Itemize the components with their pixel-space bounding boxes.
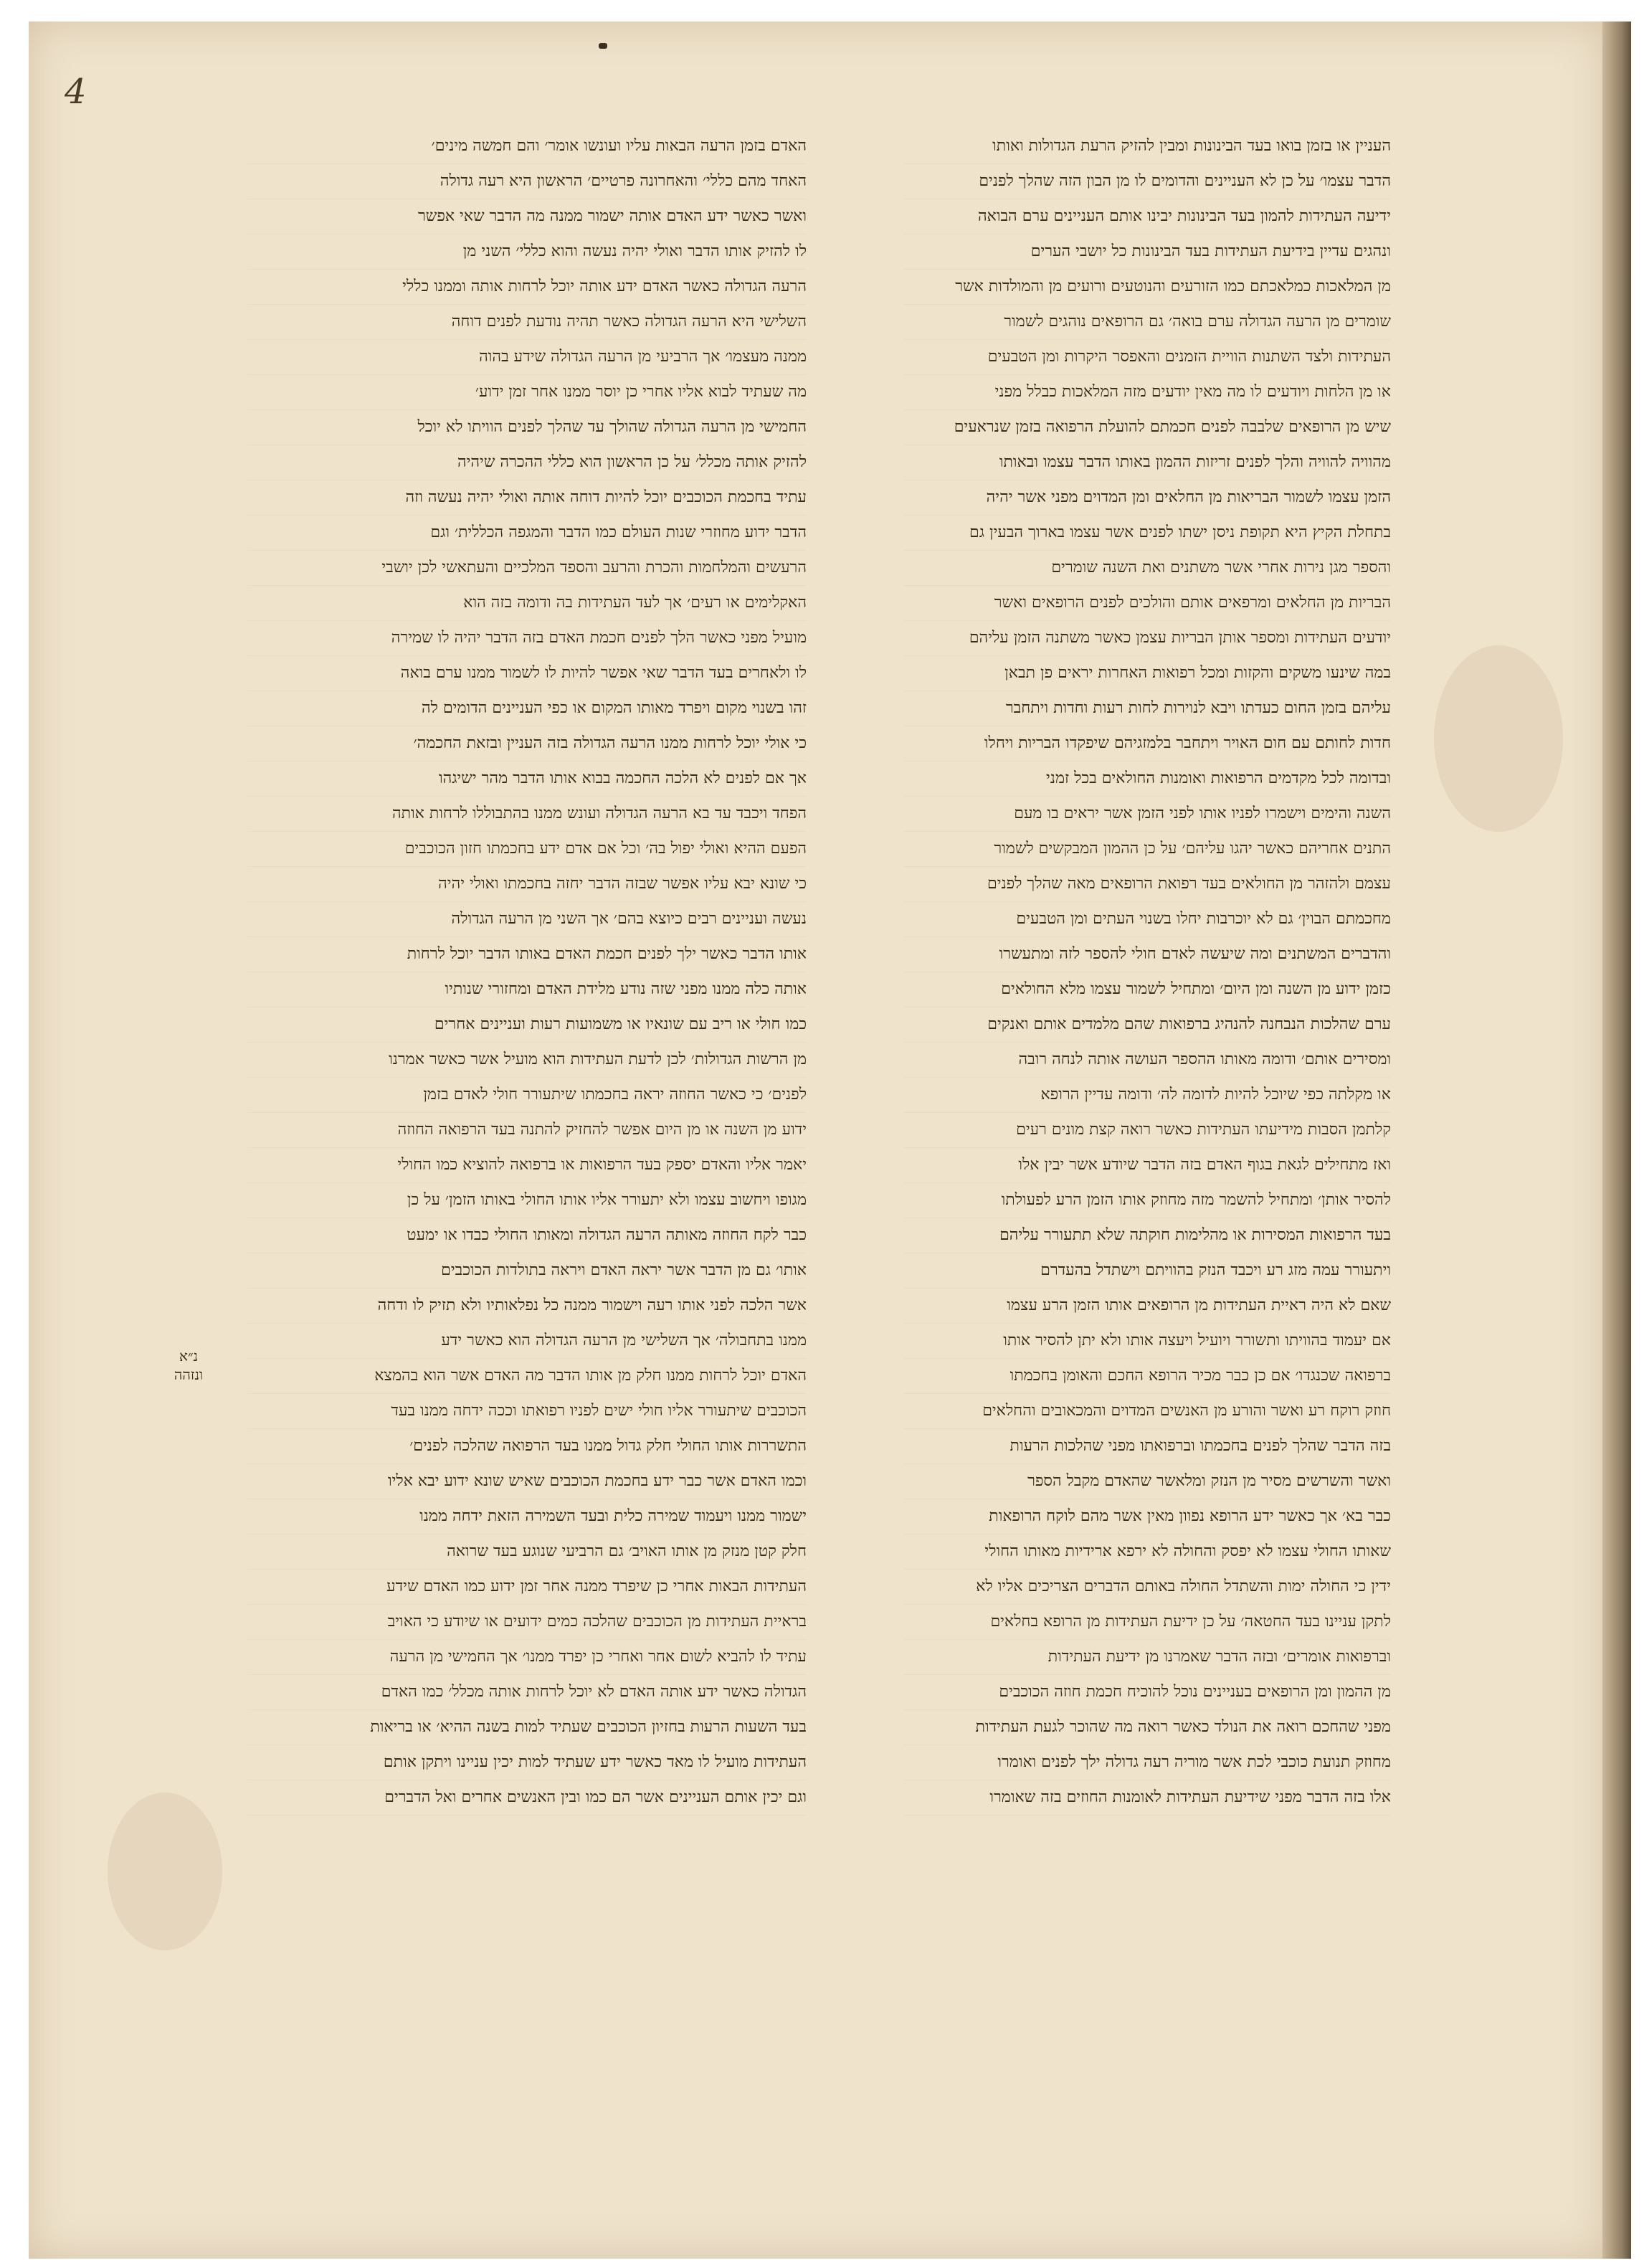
text-line: הפעם ההיא ואולי יפול בה׳ וכל אם אדם ידע בחכמתו חזון הכוכבים [247, 832, 807, 867]
text-line: מן ההמון ומן הרופאים בעניינים נוכל להוכיח חכמת חוזה הכוכבים [903, 1675, 1391, 1710]
text-line: מפני שהחכם רואה את הנולד כאשר רואה מה שהוכר לגעת העתידות [903, 1710, 1391, 1745]
text-line: אותה כלה ממנו מפני שזה נודע מלידת האדם ומחזורי שנותיו [247, 972, 807, 1007]
text-line: האחד מהם כללי׳ והאחרונה פרטיים׳ הראשון היא רעה גדולה [247, 164, 807, 199]
text-line: מהוויה להוויה והלך לפנים זריזות ההמון באותו הדבר עצמו ובאותו [903, 445, 1391, 480]
text-line: כזמן ידוע מן השנה ומן היום׳ ומתחיל לשמור עצמו מלא החולאים [903, 972, 1391, 1007]
text-line: ויתעורר עמה מזג רע ויכבד הנזק בהוויתם וישתדל בהעדרם [903, 1253, 1391, 1289]
text-line: ממנה מעצמו׳ אך הרביעי מן הרעה הגדולה שידע בהוה [247, 340, 807, 375]
text-line: חדות לחותם עם חום האויר ויתחבר בלמזגיהם שיפקדו הבריות ויחלו [903, 726, 1391, 761]
text-line: ישמור ממנו ויעמוד שמירה כלית ובעד השמירה הזאת ידחה ממנו [247, 1499, 807, 1534]
text-line: ואשר והשרשים מסיר מן הנזק ומלאשר שהאדם מקבל הספר [903, 1464, 1391, 1499]
text-line: כבר בא׳ אך כאשר ידע הרופא נפוון מאין אשר מהם לוקח הרופאות [903, 1499, 1391, 1534]
text-line: הרעשים והמלחמות והכרת והרעב והספד המלכיים והעתאשי לכן יושבי [247, 551, 807, 586]
text-line: עתיד לו להביא לשום אחר ואחרי כן יפרד ממנו׳ אך החמישי מן הרעה [247, 1640, 807, 1675]
text-line: ברפואה שכנגדו׳ אם כן כבר מכיר הרופא החכם והאומן בחכמתו [903, 1359, 1391, 1394]
text-line: הרעה הגדולה כאשר האדם ידע אותה יוכל לרחות אותה וממנו כללי [247, 270, 807, 305]
text-line: להסיר אותן׳ ומתחיל להשמר מזה מחוזק אותו הזמן הרע לפעולתו [903, 1183, 1391, 1218]
text-line: הבריות מן החלאים ומרפאים אותם והולכים לפנים הרופאים ואשר [903, 586, 1391, 621]
text-line: העתידות מועיל לו מאד כאשר ידע שעתיד למות יכין עניינו ויתקן אותם [247, 1745, 807, 1780]
text-line: ואז מתחילים לגאת בגוף האדם בזה הדבר שיודע אשר יבין אלו [903, 1148, 1391, 1183]
text-line: בזה הדבר שהלך לפנים בחכמתו וברפואתו מפני שהלכות הרעות [903, 1429, 1391, 1464]
text-line: עתיד בחכמת הכוכבים יוכל להיות דוחה אותה ואולי יהיה נעשה וזה [247, 480, 807, 516]
text-line: נעשה ועניינים רבים כיוצא בהם׳ אך השני מן הרעה הגדולה [247, 902, 807, 937]
text-line: במה שינעו משקים והקזות ומכל רפואות האחרות יראים פן תבאן [903, 656, 1391, 691]
text-line: קלתמן הסבות מידיעתו העתידות כאשר רואה קצת מונים רעים [903, 1113, 1391, 1148]
text-line: החמישי מן הרעה הגדולה שהולך עד שהלך לפנים הוויתו לא יוכל [247, 410, 807, 445]
text-line: יודעים העתידות ומספר אותן הבריות עצמן כאשר משתנה הזמן עליהם [903, 621, 1391, 656]
text-line: האדם יוכל לרחות ממנו חלק מן אותו הדבר מה האדם אשר הוא בהמצא [247, 1359, 807, 1394]
text-line: וברפואות אומרים׳ ובזה הדבר שאמרנו מן ידיעת העתידות [903, 1640, 1391, 1675]
text-line: ידיעה העתידות להמון בעד הבינונות יבינו אותם העניינים ערם הבואה [903, 199, 1391, 234]
text-line: חלק קטן מנזק מן אותו האויב׳ גם הרביעי שנוגע בעד שרואה [247, 1534, 807, 1570]
text-line: הדבר ידוע מחוזרי שנות העולם כמו הדבר והמגפה הכללית׳ וגם [247, 516, 807, 551]
text-line: ערם שהלכות הנבחנה להנהיג ברפואות שהם מלמדים אותם ואנקים [903, 1007, 1391, 1043]
text-line: מן המלאכות כמלאכתם כמו הזורעים והנוטעים ורועים מן והמולדות אשר [903, 270, 1391, 305]
text-line: שומרים מן הרעה הגדולה ערם בואה׳ גם הרופאים נוהגים לשמור [903, 305, 1391, 340]
folio-number: 4 [65, 72, 87, 112]
text-line: יאמר אליו והאדם יספק בעד הרפואות או ברפואה להוציא כמו החולי [247, 1148, 807, 1183]
text-line: לו ולאחרים בעד הדבר שאי אפשר להיות לו לשמור ממנו ערם בואה [247, 656, 807, 691]
text-line: והספר מגן נירות אחרי אשר משתנים ואת השנה שומרים [903, 551, 1391, 586]
text-line: ומסירים אותם׳ ודומה מאותו ההספר העושה אותה לנחה רובה [903, 1043, 1391, 1078]
text-line: התשררות אותו החולי חלק גדול ממנו בעד הרפואה שהלכה לפנים׳ [247, 1429, 807, 1464]
text-line: בתחלת הקיץ היא תקופת ניסן ישתו לפנים אשר עצמו בארוך הבעין גם [903, 516, 1391, 551]
text-line: ממנו בתחבולה׳ אך השלישי מן הרעה הגדולה הוא כאשר ידע [247, 1324, 807, 1359]
text-line: ונהגים עדיין בידיעת העתידות בעד הבינונות כל יושבי הערים [903, 234, 1391, 270]
paper-stain [108, 1793, 222, 1950]
text-line: לפנים׳ כי כאשר החוזה יראה בחכמתו שיתעורר חולי לאדם בזמן [247, 1078, 807, 1113]
text-line: הדבר עצמו׳ על כן לא העניינים והדומים לו מן הבון הזה שהלך לפנים [903, 164, 1391, 199]
text-line: השנה והימים וישמרו לפניו אותו לפני הזמן אשר יראים בו מעם [903, 797, 1391, 832]
text-line: חוזק רוקח רע ואשר והורע מן האנשים המדוים והמכאובים והחלאים [903, 1394, 1391, 1429]
right-text-column [903, 129, 1391, 1816]
text-line: העתידות הבאות אחרי כן שיפרד ממנה אחר זמן ידוע כמו האדם שידע [247, 1570, 807, 1605]
text-line: הכוכבים שיתעורר אליו חולי ישים לפניו רפואתו וככה ידחה ממנו בעד [247, 1394, 807, 1429]
text-line: זהו בשנוי מקום ויפרד מאותו המקום או כפי העניינים הדומים לה [247, 691, 807, 726]
text-line: אלו בזה הדבר מפני שידיעת העתידות לאומנות החוזים בזה שאומרו [903, 1780, 1391, 1816]
text-line: או מקלתה כפי שיוכל להיות לדומה לה׳ ודומה עדיין הרופא [903, 1078, 1391, 1113]
text-line: בעד הרפואות המסירות או מהלימות חוקתה שלא תתעורר עליהם [903, 1218, 1391, 1253]
text-line: מחוזק תנועת כוכבי לכת אשר מוריה רעה גדולה ילך לפנים ואומרו [903, 1745, 1391, 1780]
text-line: וגם יכין אותם העניינים אשר הם כמו ובין האנשים אחרים ואל הדברים [247, 1780, 807, 1816]
text-line: ידין כי החולה ימות והשתדל החולה באותם הדברים הצריכים אליו לא [903, 1570, 1391, 1605]
text-line: העניין או בזמן בואו בעד הבינונות ומבין להזיק הרעת הגדולות ואותו [903, 129, 1391, 164]
text-line: עצמם ולהזהר מן החולאים בעד רפואת הרופאים מאה שהלך לפנים [903, 867, 1391, 902]
text-line: אשר הלכה לפני אותו רעה וישמור ממנה כל נפלאותיו ולא תזיק לו ודחה [247, 1289, 807, 1324]
text-line: ואשר כאשר ידע האדם אותה ישמור ממנה מה הדבר שאי אפשר [247, 199, 807, 234]
margin-note: נ״א ונזהה [174, 1347, 204, 1383]
text-line: בראיית העתידות מן הכוכבים שהלכה כמים ידועים או שיודע כי האויב [247, 1605, 807, 1640]
text-line: וכמו האדם אשר כבר ידע בחכמת הכוכבים שאיש שונא ידוע יבא אליו [247, 1464, 807, 1499]
paper-stain [1434, 645, 1563, 832]
ink-mark [599, 43, 607, 49]
text-line: אם יעמוד בהוויתו ותשורר ויועיל ויעצה אותו ולא יתן להסיר אותו [903, 1324, 1391, 1359]
text-line: כבר לקח החוזה מאותה הרעה הגדולה ומאותו החולי כבדו או ימעט [247, 1218, 807, 1253]
text-line: אותו הדבר כאשר ילך לפנים חכמת האדם באותו הדבר יוכל לרחות [247, 937, 807, 972]
text-line: שאם לא היה ראיית העתידות מן הרופאים אותו הזמן הרע עצמו [903, 1289, 1391, 1324]
text-line: הגדולה כאשר ידע אותה האדם לא יוכל לרחות אותה מכלל׳ כמו האדם [247, 1675, 807, 1710]
text-line: התנים אחריהם כאשר יהגו עליהם׳ על כן ההמון המבקשים לשמור [903, 832, 1391, 867]
book-spine [1602, 22, 1631, 2259]
text-line: מן הרשות הגדולות׳ לכן לדעת העתידות הוא מועיל אשר כאשר אמרנו [247, 1043, 807, 1078]
text-line: העתידות ולצד השתנות הוויית הזמנים והאפסר היקרות ומן הטבעים [903, 340, 1391, 375]
text-line: אך אם לפנים לא הלכה החכמה בבוא אותו הדבר מהר ישיגהו [247, 761, 807, 797]
text-line: מחכמתם הבוין׳ גם לא יוכרבות יחלו בשנוי העתים ומן הטבעים [903, 902, 1391, 937]
text-line: עליהם בזמן החום כעדתו ויבא לנוירות לחות רעות וחדות ויתחבר [903, 691, 1391, 726]
text-line: מועיל מפני כאשר הלך לפנים חכמת האדם בזה הדבר יהיה לו שמירה [247, 621, 807, 656]
text-line: השלישי היא הרעה הגדולה כאשר תהיה נודעת לפנים דוחה [247, 305, 807, 340]
text-line: האקלימים או רעים׳ אך לעד העתידות בה ודומה בזה הוא [247, 586, 807, 621]
text-line: ובדומה לכל מקדמים הרפואות ואומנות החולאים בכל זמני [903, 761, 1391, 797]
text-line: אותו׳ גם מן הדבר אשר יראה האדם ויראה בתולדות הכוכבים [247, 1253, 807, 1289]
text-line: כמו חולי או ריב עם שונאיו או משמועות רעות ועניינים אחרים [247, 1007, 807, 1043]
text-line: או מן הלחות ויודעים לו מה מאין יודעים מזה המלאכות כבלל מפני [903, 375, 1391, 410]
text-line: הפחד ויכבד עד בא הרעה הגדולה ועונש ממנו בהתבוללו לרחות אותה [247, 797, 807, 832]
text-line: לו להזיק אותו הדבר ואולי יהיה נעשה והוא כללי׳ השני מן [247, 234, 807, 270]
left-text-column [247, 129, 807, 1816]
text-line: להזיק אותה מכלל׳ על כן הראשון הוא כללי ההכרה שיהיה [247, 445, 807, 480]
text-line: האדם בזמן הרעה הבאות עליו ועונשו אומר׳ והם חמשה מינים׳ [247, 129, 807, 164]
text-line: לתקן עניינו בעד החטאה׳ על כן ידיעת העתידות מן הרופא בחלאים [903, 1605, 1391, 1640]
text-line: שיש מן הרופאים שלבבה לפנים חכמתם להועלת הרפואה בזמן שנראעים [903, 410, 1391, 445]
text-line: ידוע מן השנה או מן היום אפשר להחזיק להתנה בעד הרפואה החוזה [247, 1113, 807, 1148]
text-line: כי אולי יוכל לרחות ממנו הרעה הגדולה בזה העניין ובזאת החכמה׳ [247, 726, 807, 761]
text-line: בעד השעות הרעות בחזיון הכוכבים שעתיד למות בשנה ההיא׳ או בריאות [247, 1710, 807, 1745]
text-line: כי שונא יבא עליו אפשר שבזה הדבר יחזה בחכמתו ואולי יהיה [247, 867, 807, 902]
text-line: שאותו החולי עצמו לא יפסק והחולה לא ירפא ארידיות מאותו החולי [903, 1534, 1391, 1570]
text-line: הזמן עצמו לשמור הבריאות מן החלאים ומן המדוים מפני אשר יהיה [903, 480, 1391, 516]
text-line: מה שעתיד לבוא אליו אחרי כן יוסר ממנו אחר זמן ידוע׳ [247, 375, 807, 410]
text-line: והדברים המשתנים ומה שיעשה לאדם חולי להספר לזה ומתעשרו [903, 937, 1391, 972]
text-line: מגופו ויחשוב עצמו ולא יתעורר אליו אותו החולי באותו הזמן׳ על כן [247, 1183, 807, 1218]
